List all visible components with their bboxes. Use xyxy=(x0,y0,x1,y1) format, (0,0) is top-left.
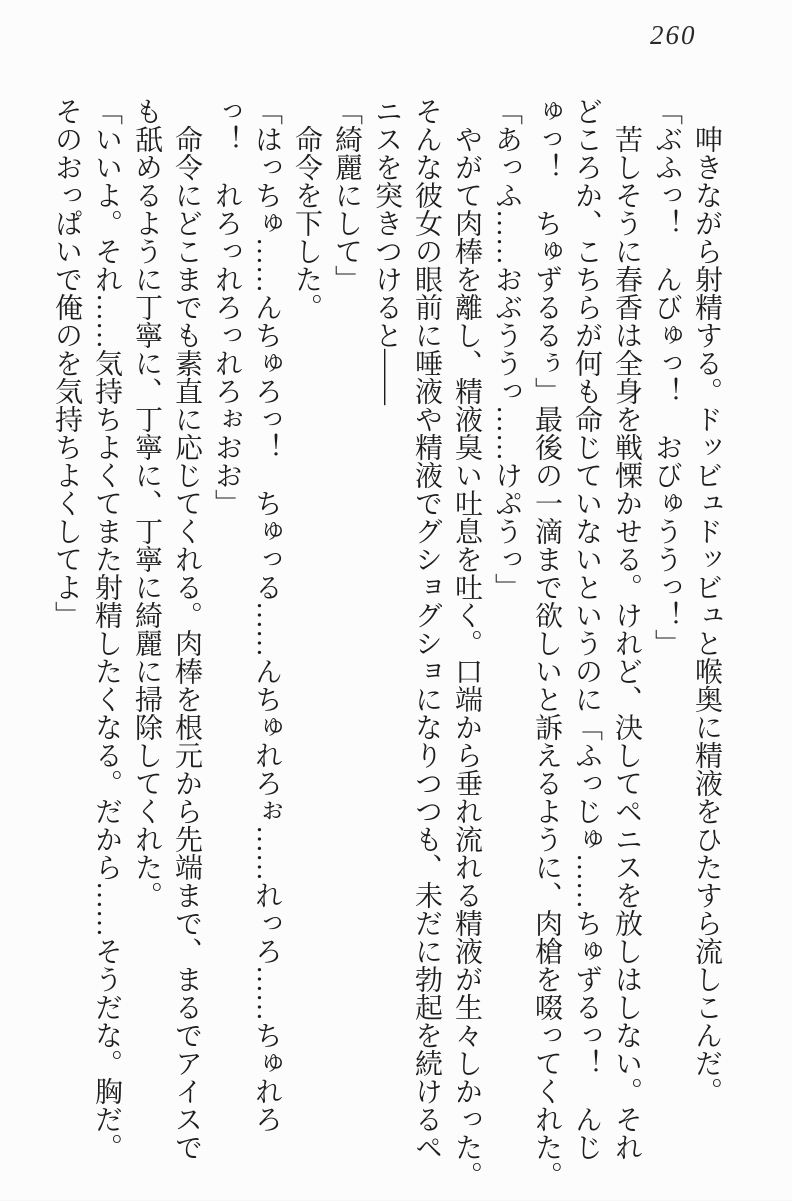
text-line: 「はっちゅ……んちゅろっ！ ちゅっる……んちゅれろぉ……れっろ……ちゅれろ xyxy=(251,97,282,1133)
text-line: っ！ れろっれろっれろぉおお」 xyxy=(211,97,242,517)
text-line: 命令にどこまでも素直に応じてくれる。肉棒を根元から先端まで、まるでアイスで xyxy=(171,97,202,1161)
text-line: ゅっ！ ちゅずるるぅ」最後の一滴まで欲しいと訴えるように、肉槍を啜ってくれた。 xyxy=(531,97,562,1189)
text-line: ニスを突きつけると―― xyxy=(371,97,402,405)
text-line: 「綺麗にして」 xyxy=(331,97,362,293)
text-line: 「いいよ。それ……気持ちよくてまた射精したくなる。だから……そうだな。胸だ。 xyxy=(91,97,122,1161)
text-line: 命令を下した。 xyxy=(291,97,322,321)
text-line: そのおっぱいで俺のを気持ちよくしてよ」 xyxy=(51,97,82,629)
text-line: も舐めるように丁寧に、丁寧に、丁寧に綺麗に掃除してくれた。 xyxy=(131,97,162,909)
text-line: 「あっふ……おぶううっ……けぷうっ」 xyxy=(491,97,522,601)
page-number: 260 xyxy=(650,20,697,50)
text-line: やがて肉棒を離し、精液臭い吐息を吐く。口端から垂れ流れる精液が生々しかった。 xyxy=(451,97,482,1189)
text-line: 呻きながら射精する。ドッビュドッビュと喉奥に精液をひたすら流しこんだ。 xyxy=(691,97,722,1105)
text-line: 「ぶふっ！ んびゅっ！ おびゅううっ！」 xyxy=(651,97,682,657)
text-line: 苦しそうに春香は全身を戦慄かせる。けれど、決してペニスを放しはしない。それ xyxy=(611,97,642,1161)
text-line: そんな彼女の眼前に唾液や精液でグショグショになりつつも、未だに勃起を続けるペ xyxy=(411,97,442,1161)
page-text xyxy=(46,97,726,1201)
text-line: どころか、こちらが何も命じていないというのに「ふっじゅ……ちゅずるっ！ んじ xyxy=(571,97,602,1161)
